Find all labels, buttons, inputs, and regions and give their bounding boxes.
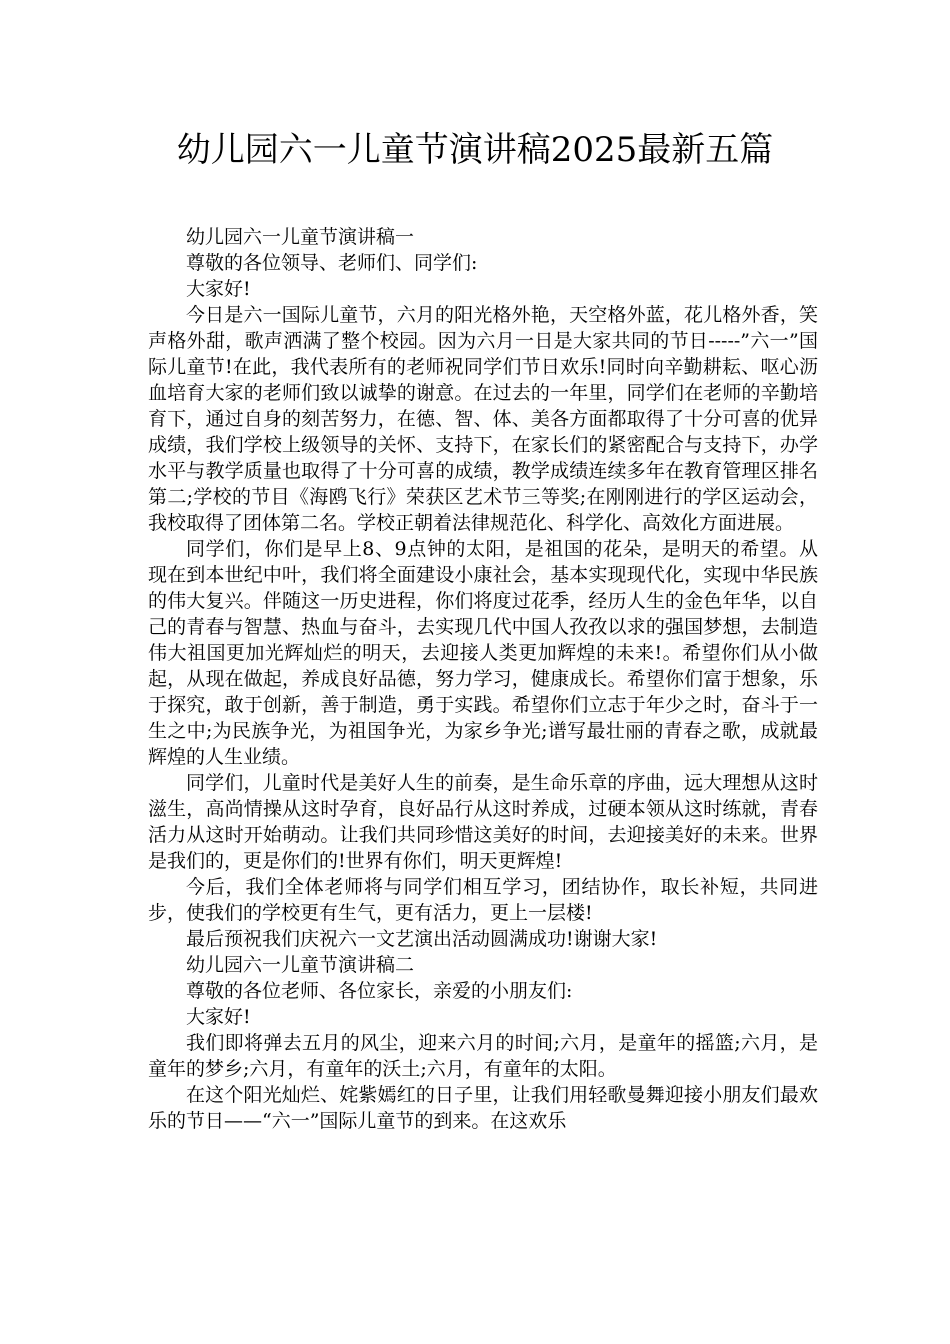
salutation: 尊敬的各位领导、老师们、同学们:	[186, 252, 478, 274]
document-title: 幼儿园六一儿童节演讲稿2025最新五篇	[176, 130, 774, 170]
greeting: 大家好!	[186, 1006, 251, 1028]
section-heading: 幼儿园六一儿童节演讲稿一	[186, 226, 415, 248]
section-heading: 幼儿园六一儿童节演讲稿二	[186, 954, 415, 976]
closing-line: 最后预祝我们庆祝六一文艺演出活动圆满成功!谢谢大家!	[186, 928, 658, 950]
salutation: 尊敬的各位老师、各位家长，亲爱的小朋友们:	[186, 980, 573, 1002]
body-paragraph: 在这个阳光灿烂、姹紫嫣红的日子里，让我们用轻歌曼舞迎接小朋友们最欢乐的节日——“六一”国际儿童节的到来。在这欢乐	[148, 1084, 818, 1132]
body-paragraph: 我们即将弹去五月的风尘，迎来六月的时间;六月，是童年的摇篮;六月，是童年的梦乡;六月，有童年的沃土;六月，有童年的太阳。	[148, 1032, 818, 1080]
document-body	[148, 224, 818, 1134]
body-paragraph: 同学们，你们是早上8、9点钟的太阳，是祖国的花朵，是明天的希望。从现在到本世纪中叶，我们将全面建设小康社会，基本实现现代化，实现中华民族的伟大复兴。伴随这一历史进程，你们将度过花季，经历人生的金色年华，以自己的青春与智慧、热血与奋斗，去实现几代中国人孜孜以求的强国梦想，去制造伟大祖国更加光辉灿烂的明天，去迎接人类更加辉煌的未来!。希望你们从小做起，从现在做起，养成良好品德，努力学习，健康成长。希望你们富于想象，乐于探究，敢于创新，善于制造，勇于实践。希望你们立志于年少之时，奋斗于一生之中;为民族争光，为祖国争光，为家乡争光;谱写最壮丽的青春之歌，成就最辉煌的人生业绩。	[148, 538, 818, 768]
body-paragraph: 今日是六一国际儿童节，六月的阳光格外艳，天空格外蓝，花儿格外香，笑声格外甜，歌声洒满了整个校园。因为六月一日是大家共同的节日-----”六一”国际儿童节!在此，我代表所有的老师祝同学们节日欢乐!同时向辛勤耕耘、呕心沥血培育大家的老师们致以诚挚的谢意。在过去的一年里，同学们在老师的辛勤培育下，通过自身的刻苦努力，在德、智、体、美各方面都取得了十分可喜的优异成绩，我们学校上级领导的关怀、支持下，在家长们的紧密配合与支持下，办学水平与教学质量也取得了十分可喜的成绩，教学成绩连续多年在教育管理区排名第二;学校的节目《海鸥飞行》荣获区艺术节三等奖;在刚刚进行的学区运动会，我校取得了团体第二名。学校正朝着法律规范化、科学化、高效化方面进展。	[148, 304, 818, 534]
body-paragraph: 同学们，儿童时代是美好人生的前奏，是生命乐章的序曲，远大理想从这时滋生，高尚情操从这时孕育，良好品行从这时养成，过硬本领从这时练就，青春活力从这时开始萌动。让我们共同珍惜这美好的时间，去迎接美好的未来。世界是我们的，更是你们的!世界有你们，明天更辉煌!	[148, 772, 818, 872]
body-paragraph: 今后，我们全体老师将与同学们相互学习，团结协作，取长补短，共同进步，使我们的学校更有生气，更有活力，更上一层楼!	[148, 876, 818, 924]
greeting: 大家好!	[186, 278, 251, 300]
